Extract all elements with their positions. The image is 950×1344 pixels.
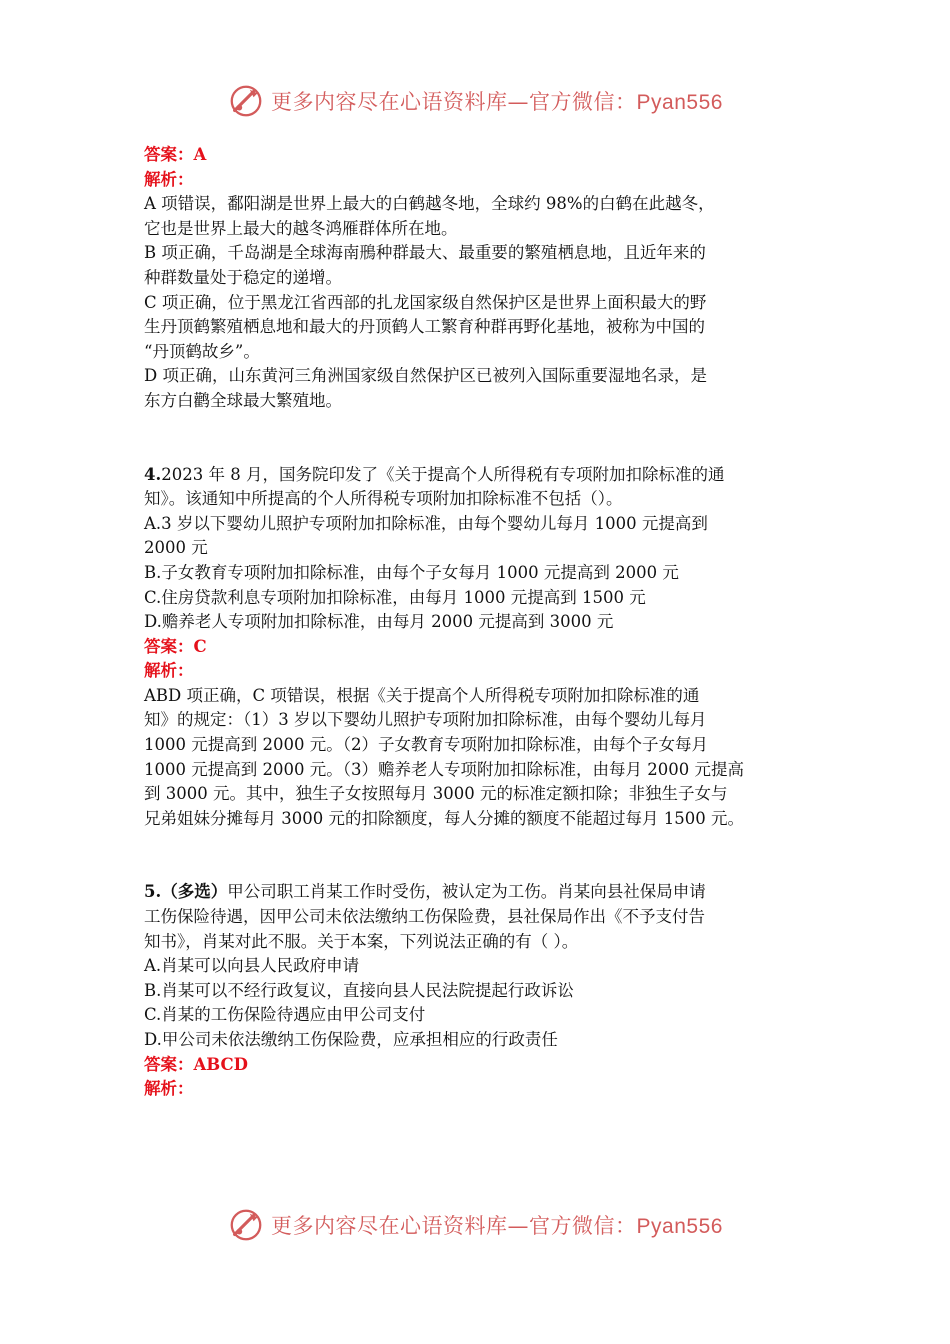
q5-option: D.甲公司未依法缴纳工伤保险费，应承担相应的行政责任 bbox=[144, 1030, 558, 1049]
q3-analysis-line: 生丹顶鹤繁殖栖息地和最大的丹顶鹤人工繁育种群再野化基地，被称为中国的 bbox=[144, 317, 705, 337]
q3-analysis-line: A 项错误，鄱阳湖是世界上最大的白鹤越冬地，全球约 98%的白鹤在此越冬， bbox=[144, 194, 715, 214]
spacer bbox=[144, 414, 808, 463]
q5-stem-line: 5.（多选）甲公司职工肖某工作时受伤，被认定为工伤。肖某向县社保局申请 bbox=[144, 882, 706, 902]
q3-analysis-label: 解析： bbox=[144, 169, 194, 189]
q3-analysis-line: C 项正确，位于黑龙江省西部的扎龙国家级自然保护区是世界上面积最大的野 bbox=[144, 292, 707, 312]
q5-option: A.肖某可以向县人民政府申请 bbox=[144, 956, 360, 976]
q4-option: D.赡养老人专项附加扣除标准，由每月 2000 元提高到 3000 元 bbox=[144, 612, 614, 632]
q4-number: 4. bbox=[144, 464, 162, 484]
q4-analysis-line: 1000 元提高到 2000 元。（3）赡养老人专项附加扣除标准，由每月 2000 元提高 bbox=[144, 759, 744, 779]
q4-analysis-label: 解析： bbox=[144, 661, 194, 681]
q4-option: C.住房贷款利息专项附加扣除标准，由每月 1000 元提高到 1500 元 bbox=[144, 587, 646, 607]
q3-analysis-line: “丹顶鹤故乡”。 bbox=[144, 341, 260, 361]
q4-analysis-line: 兄弟姐妹分摊每月 3000 元的扣除额度，每人分摊的额度不能超过每月 1500 元。 bbox=[144, 808, 744, 828]
q4-analysis-line: 1000 元提高到 2000 元。（2）子女教育专项附加扣除标准，由每个子女每月 bbox=[144, 735, 708, 755]
q4-stem-line: 知》。该通知中所提高的个人所得税专项附加扣除标准不包括（）。 bbox=[144, 489, 623, 509]
q4-option: B.子女教育专项附加扣除标准，由每个子女每月 1000 元提高到 2000 元 bbox=[144, 562, 679, 582]
q3-analysis-line: 种群数量处于稳定的递增。 bbox=[144, 267, 342, 287]
q4-analysis-line: 到 3000 元。其中，独生子女按照每月 3000 元的标准定额扣除；非独生子女与 bbox=[144, 784, 728, 804]
q5-stem-line: 工伤保险待遇，因甲公司未依法缴纳工伤保险费，县社保局作出《不予支付告 bbox=[144, 907, 705, 927]
q5-head: 5.（多选） bbox=[144, 882, 228, 902]
watermark-text: 更多内容尽在心语资料库—官方微信：Pyan556 bbox=[271, 1214, 723, 1238]
q5-option: C.肖某的工伤保险待遇应由甲公司支付 bbox=[144, 1005, 426, 1025]
q5-option: B.肖某可以不经行政复议，直接向县人民法院提起行政诉讼 bbox=[144, 980, 574, 1000]
brand-logo-icon bbox=[227, 1206, 265, 1244]
q4-analysis-line: 知》的规定：（1）3 岁以下婴幼儿照护专项附加扣除标准，由每个婴幼儿每月 bbox=[144, 710, 707, 730]
watermark-text: 更多内容尽在心语资料库—官方微信：Pyan556 bbox=[271, 90, 723, 114]
q3-analysis-line: 东方白鹳全球最大繁殖地。 bbox=[144, 390, 342, 410]
header-watermark bbox=[0, 82, 950, 120]
brand-logo-icon bbox=[227, 82, 265, 120]
q4-answer: 答案：C bbox=[144, 636, 207, 656]
q3-analysis-line: D 项正确，山东黄河三角洲国家级自然保护区已被列入国际重要湿地名录，是 bbox=[144, 366, 707, 386]
q4-option: 2000 元 bbox=[144, 538, 208, 558]
q4-analysis-line: ABD 项正确，C 项错误，根据《关于提高个人所得税专项附加扣除标准的通 bbox=[144, 685, 700, 705]
document-body bbox=[144, 143, 808, 1102]
q5-stem-line: 知书》，肖某对此不服。关于本案，下列说法正确的有（ ）。 bbox=[144, 931, 579, 951]
spacer bbox=[144, 831, 808, 880]
q4-option: A.3 岁以下婴幼儿照护专项附加扣除标准，由每个婴幼儿每月 1000 元提高到 bbox=[144, 513, 708, 533]
q3-analysis-line: B 项正确，千岛湖是全球海南鳽种群最大、最重要的繁殖栖息地，且近年来的 bbox=[144, 243, 706, 263]
q5-answer: 答案：ABCD bbox=[144, 1054, 248, 1074]
q5-analysis-label: 解析： bbox=[144, 1079, 194, 1099]
q3-answer: 答案：A bbox=[144, 145, 207, 164]
q3-analysis-line: 它也是世界上最大的越冬鸿雁群体所在地。 bbox=[144, 218, 458, 238]
footer-watermark bbox=[0, 1206, 950, 1244]
q4-stem-line: 4.2023 年 8 月，国务院印发了《关于提高个人所得税有专项附加扣除标准的通 bbox=[144, 464, 725, 484]
